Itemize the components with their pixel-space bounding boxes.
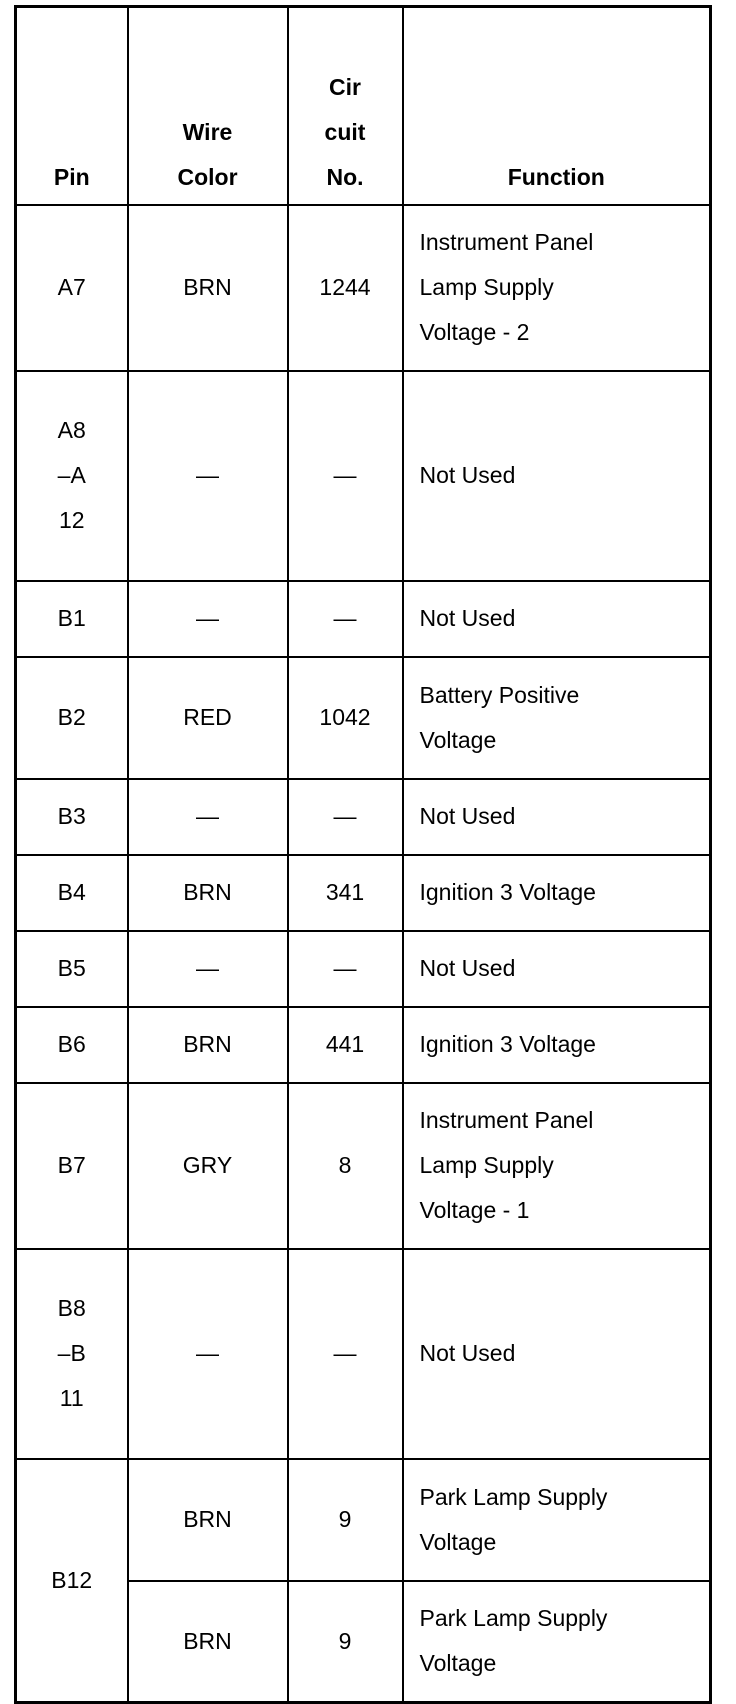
cell-function: Not Used [403,779,711,855]
cell-pin: B1 [16,581,128,657]
cell-wire-color: BRN [128,855,288,931]
cell-circuit: 1244 [288,205,403,371]
cell-function: Not Used [403,371,711,581]
cell-wire-color: — [128,581,288,657]
cell-circuit: 8 [288,1083,403,1249]
cell-pin: B4 [16,855,128,931]
cell-function: Not Used [403,1249,711,1459]
table-row [16,779,711,855]
table-row [16,1459,711,1581]
cell-pin: B2 [16,657,128,779]
cell-circuit: 341 [288,855,403,931]
cell-pin: A8 –A 12 [16,371,128,581]
table-row [16,1007,711,1083]
cell-circuit: — [288,931,403,1007]
cell-function: Instrument Panel Lamp Supply Voltage - 1 [403,1083,711,1249]
cell-circuit: — [288,371,403,581]
cell-function: Not Used [403,931,711,1007]
cell-pin: B7 [16,1083,128,1249]
header-pin: Pin [16,7,128,205]
cell-pin: B3 [16,779,128,855]
cell-function: Battery Positive Voltage [403,657,711,779]
table-row [16,931,711,1007]
cell-pin: B5 [16,931,128,1007]
header-wire-color: Wire Color [128,7,288,205]
header-circuit-no: Cir cuit No. [288,7,403,205]
table-row [16,1249,711,1459]
cell-wire-color: BRN [128,1459,288,1581]
cell-circuit: — [288,779,403,855]
cell-wire-color: BRN [128,205,288,371]
table-row [16,581,711,657]
cell-function: Instrument Panel Lamp Supply Voltage - 2 [403,205,711,371]
cell-wire-color: GRY [128,1083,288,1249]
cell-wire-color: BRN [128,1581,288,1703]
cell-circuit: 1042 [288,657,403,779]
cell-pin: B6 [16,1007,128,1083]
cell-circuit: 441 [288,1007,403,1083]
cell-function: Park Lamp Supply Voltage [403,1459,711,1581]
cell-wire-color: BRN [128,1007,288,1083]
header-function: Function [403,7,711,205]
cell-wire-color: — [128,371,288,581]
table-row [16,205,711,371]
table-row [16,855,711,931]
cell-wire-color: RED [128,657,288,779]
cell-pin: B8 –B 11 [16,1249,128,1459]
cell-wire-color: — [128,1249,288,1459]
cell-function: Not Used [403,581,711,657]
cell-circuit: 9 [288,1581,403,1703]
cell-function: Park Lamp Supply Voltage [403,1581,711,1703]
cell-wire-color: — [128,931,288,1007]
cell-pin: B12 [16,1459,128,1703]
cell-function: Ignition 3 Voltage [403,1007,711,1083]
cell-circuit: — [288,1249,403,1459]
connector-pinout-table [14,5,712,1704]
table-row [16,371,711,581]
cell-circuit: — [288,581,403,657]
table-header-row [16,7,711,205]
cell-pin: A7 [16,205,128,371]
cell-wire-color: — [128,779,288,855]
cell-circuit: 9 [288,1459,403,1581]
table-row [16,1083,711,1249]
cell-function: Ignition 3 Voltage [403,855,711,931]
table-row [16,657,711,779]
